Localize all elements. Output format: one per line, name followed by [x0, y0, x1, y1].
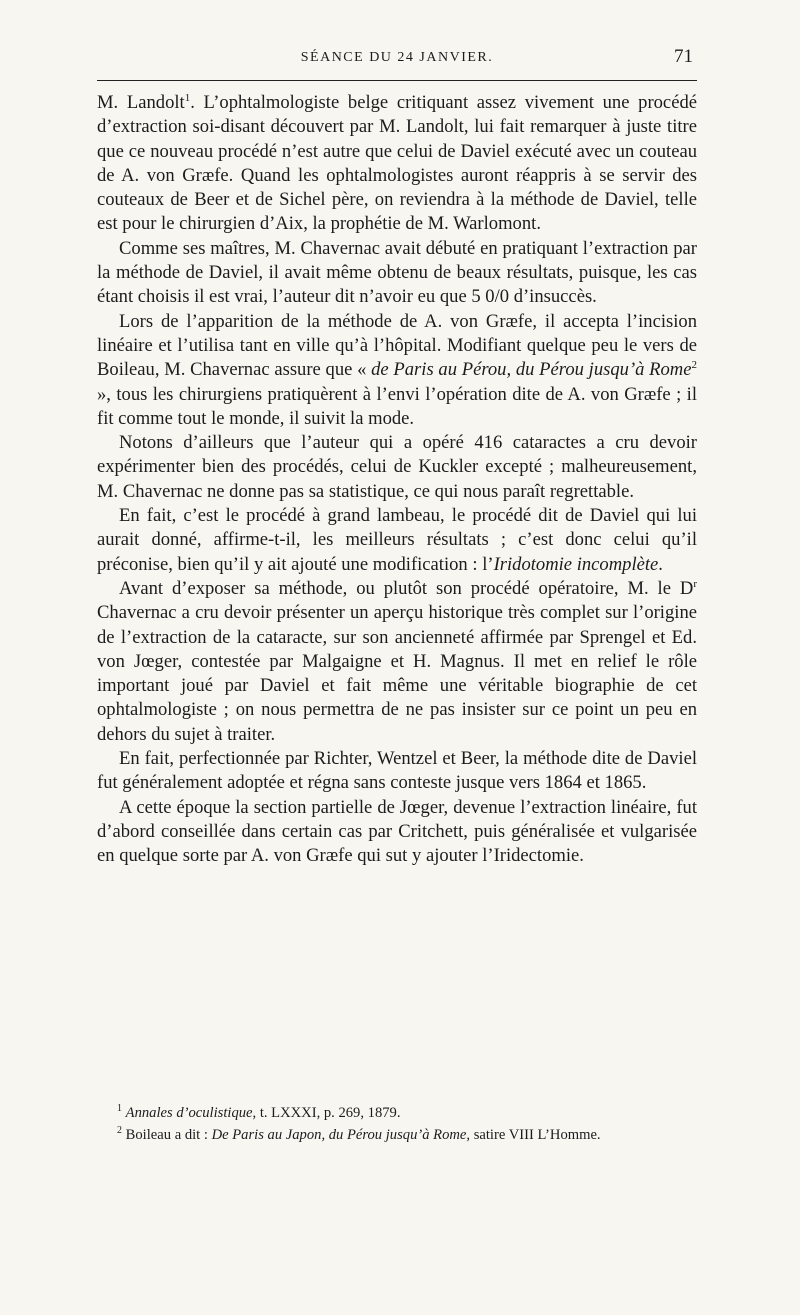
- footnote-ref: 2: [691, 359, 697, 372]
- italic-text: Iridotomie incomplète: [493, 553, 659, 575]
- text-run: satire VIII L’Homme.: [470, 1127, 601, 1143]
- footnotes: [97, 1102, 697, 1146]
- body-text: [97, 91, 697, 869]
- footnote-ref: 1: [184, 91, 191, 104]
- italic-text: De Paris au Japon, du Pérou jusqu’à Rome,: [211, 1127, 471, 1143]
- text-run: Lors de l’apparition de la méthode de A. von Græfe, il accepta l’incision linéaire et l’utilisa tant en ville qu’à l’hôpital. Modifiant quelque peu le vers de Boileau, M. Chavernac assure que «: [97, 310, 697, 381]
- paragraph: [97, 310, 697, 431]
- paragraph: [97, 796, 697, 869]
- text-run: .: [658, 553, 663, 575]
- page-number: 71: [674, 46, 693, 67]
- paragraph: [97, 747, 697, 796]
- running-title: SÉANCE DU 24 JANVIER.: [300, 50, 494, 65]
- text-run: A cette époque la section partielle de Jœger, devenue l’extraction linéaire, fut d’abord conseillée dans certain cas par Critchett, puis généralisée et vulgarisée en quelque sorte par A. von Græfe qui sut y ajouter l’Iridectomie.: [97, 796, 697, 867]
- footnote-mark: 1: [117, 1103, 122, 1115]
- text-run: . L’ophtalmologiste belge critiquant assez vivement une procédé d’extraction soi-disant découvert par M. Landolt, lui fait remarquer à juste titre que ce nouveau procédé n’est autre que celui de Daviel exécuté avec un couteau de A. von Græfe. Quand les ophtalmologistes auront réappris à se servir des couteaux de Beer et de Sichel père, on reviendra à la méthode de Daviel, telle est pour le chirurgien d’Aix, la prophétie de M. Warlomont.: [97, 92, 697, 235]
- paragraph: [97, 237, 697, 310]
- page-header: [97, 44, 697, 74]
- text-run: , t. LXXXI, p. 269, 1879.: [252, 1105, 401, 1121]
- paragraph: [97, 431, 697, 504]
- italic-text: Annales d’oculistique: [125, 1105, 253, 1121]
- text-run: Notons d’ailleurs que l’auteur qui a opéré 416 cataractes a cru devoir expérimenter bien des procédés, celui de Kuckler excepté ; malheureusement, M. Chavernac ne donne pas sa statistique, ce qui nous paraît regrettable.: [97, 432, 697, 502]
- text-run: Comme ses maîtres, M. Chavernac avait débuté en pratiquant l’extraction par la méthode de Daviel, il avait même obtenu de beaux résultats, puisque, les cas étant choisis il est vrai, l’auteur dit n’avoir eu que 5 0/0 d’insuccès.: [97, 237, 697, 308]
- paragraph: [97, 577, 697, 747]
- text-run: M. Landolt: [97, 92, 185, 113]
- text-run: », tous les chirurgiens pratiquèrent à l’envi l’opération dite de A. von Græfe ; il fit comme tout le monde, il suivit la mode.: [97, 383, 697, 429]
- italic-text: de Paris au Pérou, du Pérou jusqu’à Rome: [371, 359, 692, 381]
- text-run: Avant d’exposer sa méthode, ou plutôt son procédé opératoire, M. le D: [119, 577, 694, 599]
- text-run: Chavernac a cru devoir présenter un aperçu historique très complet sur l’origine de l’extraction de la cataracte, sur son ancienneté affirmée par Sprengel et Ed. von Jœger, contestée par Malgaigne et H. Magnus. Il met en relief le rôle important joué par Daviel et fait même une véritable biographie de cet ophtalmologiste ; on nous permettra de ne pas insister sur ce point un peu en dehors du sujet à traiter.: [97, 602, 697, 745]
- footnote-mark: 2: [117, 1125, 122, 1137]
- footnote: [97, 1102, 697, 1124]
- paragraph: [97, 91, 697, 237]
- footnote-ref: r: [693, 577, 697, 590]
- text-run: Boileau a dit :: [125, 1127, 212, 1143]
- paragraph: [97, 504, 697, 577]
- text-run: En fait, perfectionnée par Richter, Wentzel et Beer, la méthode dite de Daviel fut généralement adoptée et régna sans conteste jusque vers 1864 et 1865.: [97, 748, 697, 794]
- text-run: En fait, c’est le procédé à grand lambeau, le procédé dit de Daviel qui lui aurait donné, affirme-t-il, les meilleurs résultats ; c’est donc celui qu’il préconise, bien qu’il y ait ajouté une modification : l’: [97, 505, 697, 575]
- header-rule: [97, 80, 697, 81]
- footnote: [97, 1124, 697, 1146]
